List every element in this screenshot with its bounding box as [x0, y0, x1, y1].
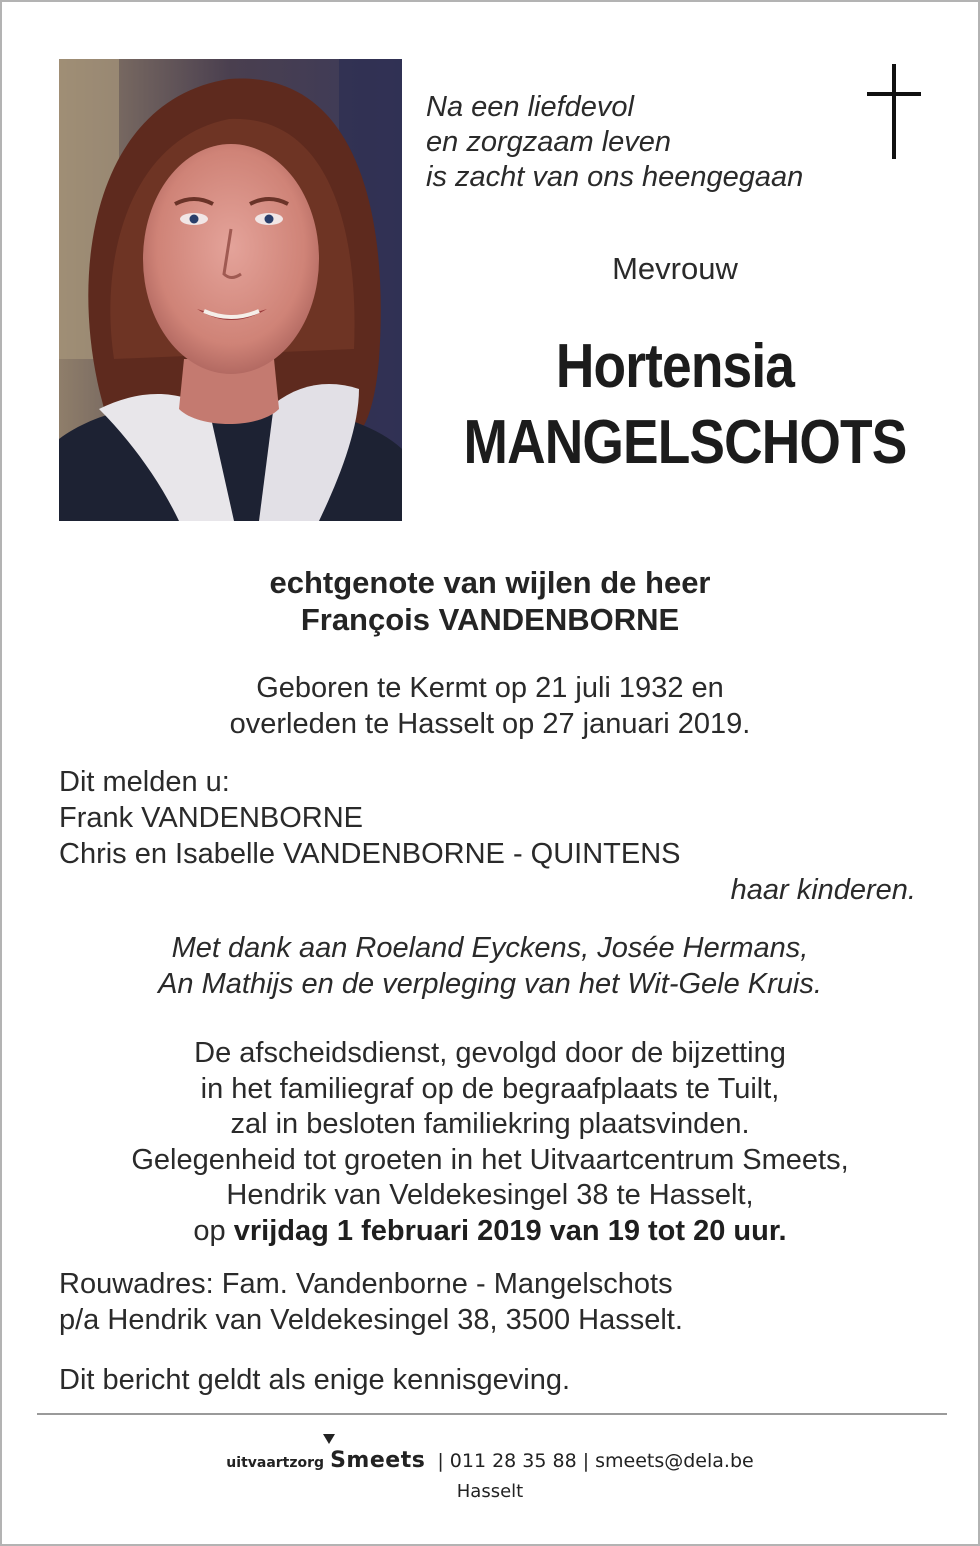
- intro-line: Na een liefdevol: [426, 91, 634, 123]
- service-line: zal in besloten familiekring plaatsvinden.: [230, 1108, 750, 1140]
- separator: |: [437, 1450, 444, 1472]
- service-line: De afscheidsdienst, gevolgd door de bijzetting: [194, 1037, 786, 1069]
- cross-icon: [864, 62, 922, 162]
- birth-line: Geboren te Kermt op 21 juli 1932 en: [256, 672, 724, 704]
- triangle-icon: [323, 1434, 335, 1444]
- service-details: [2, 1036, 978, 1249]
- thanks-line: Met dank aan Roeland Eyckens, Josée Hermans,: [171, 932, 809, 964]
- portrait-illustration: [59, 59, 402, 521]
- brand-name: Smeets: [330, 1448, 426, 1473]
- death-line: overleden te Hasselt op 27 januari 2019.: [229, 708, 751, 740]
- honorific: Mevrouw: [612, 251, 738, 286]
- address-line: p/a Hendrik van Veldekesingel 38, 3500 Hasselt.: [59, 1304, 683, 1336]
- footer-prefix: uitvaartzorg: [226, 1455, 325, 1471]
- spouse-name: François VANDENBORNE: [300, 602, 680, 637]
- portrait-photo: [59, 59, 402, 521]
- notice-text: Dit bericht geldt als enige kennisgeving.: [59, 1364, 571, 1396]
- announcers-intro: Dit melden u:: [59, 766, 230, 798]
- footer-phone: 011 28 35 88: [449, 1450, 577, 1472]
- announcers-block: [59, 764, 919, 872]
- deceased-last-name: MANGELSCHOTS: [463, 408, 907, 477]
- spouse-line: echtgenote van wijlen de heer: [269, 565, 711, 600]
- intro-line: en zorgzaam leven: [426, 126, 672, 158]
- spouse-block: [2, 564, 978, 638]
- thanks-line: An Mathijs en de verpleging van het Wit-Gele Kruis.: [158, 968, 822, 1000]
- intro-verse: [426, 90, 846, 195]
- service-line: Hendrik van Veldekesingel 38 te Hasselt,: [226, 1179, 754, 1211]
- mourning-address: [59, 1266, 919, 1338]
- announcer-name: Chris en Isabelle VANDENBORNE - QUINTENS: [59, 838, 681, 870]
- service-date-line: [2, 1214, 978, 1250]
- divider: [37, 1413, 947, 1415]
- announcers-relation: haar kinderen.: [730, 874, 916, 906]
- funeral-home-footer: [2, 1448, 978, 1473]
- separator: |: [582, 1450, 590, 1472]
- service-line: in het familiegraf op de begraafplaats te Tuilt,: [200, 1072, 780, 1105]
- announcer-name: Frank VANDENBORNE: [59, 802, 364, 834]
- brand-logo: [330, 1448, 425, 1473]
- footer-city: Hasselt: [456, 1481, 524, 1502]
- deceased-first-name: Hortensia: [555, 332, 795, 401]
- service-date: vrijdag 1 februari 2019 van 19 tot 20 uur.: [233, 1214, 787, 1247]
- footer-email: smeets@dela.be: [595, 1450, 754, 1472]
- service-line: Gelegenheid tot groeten in het Uitvaartcentrum Smeets,: [131, 1143, 849, 1176]
- birth-death-dates: [2, 670, 978, 742]
- intro-line: is zacht van ons heengegaan: [426, 161, 804, 193]
- thanks-block: [2, 930, 978, 1002]
- address-line: Rouwadres: Fam. Vandenborne - Mangelschots: [59, 1268, 673, 1300]
- service-date-prefix: op: [193, 1214, 234, 1247]
